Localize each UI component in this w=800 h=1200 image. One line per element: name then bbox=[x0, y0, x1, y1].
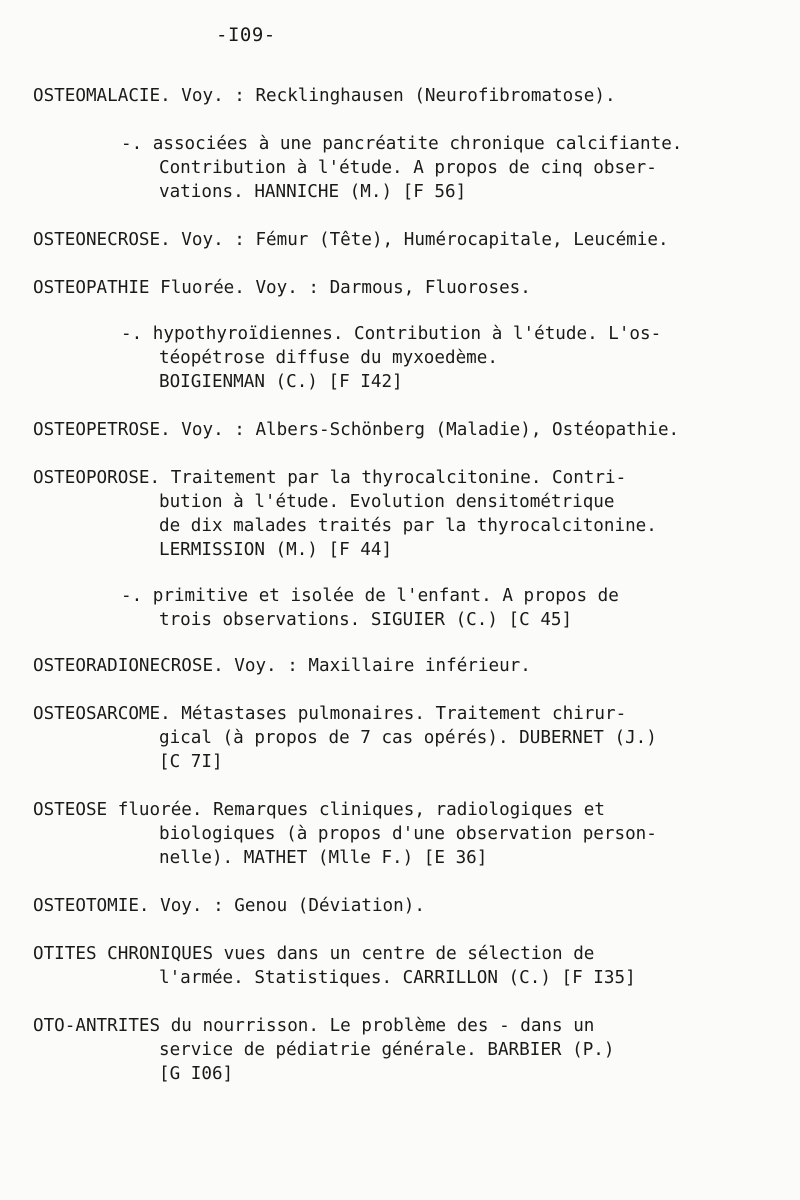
entry-line-continuation: BOIGIENMAN (C.) [F I42] bbox=[159, 372, 403, 392]
entry-line-first: OSTEOTOMIE. Voy. : Genou (Déviation). bbox=[33, 896, 425, 916]
entry-line-continuation: bution à l'étude. Evolution densitométrique bbox=[159, 492, 615, 512]
entry-line-continuation: gical (à propos de 7 cas opérés). DUBERNET (J.) bbox=[159, 728, 657, 748]
index-entry bbox=[33, 798, 793, 870]
entry-line-continuation: de dix malades traités par la thyrocalcitonine. bbox=[159, 516, 657, 536]
entry-line-continuation: vations. HANNICHE (M.) [F 56] bbox=[159, 182, 467, 202]
entry-line-first: -. hypothyroïdiennes. Contribution à l'étude. L'os- bbox=[121, 324, 662, 344]
index-subentry bbox=[33, 132, 793, 204]
entry-line-first: OSTEOSARCOME. Métastases pulmonaires. Traitement chirur- bbox=[33, 704, 627, 724]
entry-line-first: OSTEOMALACIE. Voy. : Recklinghausen (Neurofibromatose). bbox=[33, 86, 616, 106]
entry-line-continuation: service de pédiatrie générale. BARBIER (P.) bbox=[159, 1040, 615, 1060]
page-number: -I09- bbox=[216, 24, 276, 46]
index-subentry bbox=[33, 322, 793, 394]
index-entry bbox=[33, 942, 793, 990]
entry-line-first: OSTEOPETROSE. Voy. : Albers-Schönberg (Maladie), Ostéopathie. bbox=[33, 420, 680, 440]
entry-line-first: OSTEOPOROSE. Traitement par la thyrocalcitonine. Contri- bbox=[33, 468, 627, 488]
entry-line-continuation: nelle). MATHET (Mlle F.) [E 36] bbox=[159, 848, 488, 868]
index-entry bbox=[33, 276, 793, 300]
entry-line-first: OSTEORADIONECROSE. Voy. : Maxillaire inférieur. bbox=[33, 656, 531, 676]
entry-line-first: OSTEOPATHIE Fluorée. Voy. : Darmous, Fluoroses. bbox=[33, 278, 531, 298]
index-entry bbox=[33, 418, 793, 442]
entry-line-first: -. primitive et isolée de l'enfant. A propos de bbox=[121, 586, 619, 606]
entry-line-first: OSTEONECROSE. Voy. : Fémur (Tête), Humérocapitale, Leucémie. bbox=[33, 230, 669, 250]
index-entry bbox=[33, 702, 793, 774]
entry-line-continuation: trois observations. SIGUIER (C.) [C 45] bbox=[159, 610, 573, 630]
index-entries bbox=[33, 84, 793, 1086]
entry-line-continuation: [C 7I] bbox=[159, 752, 223, 772]
entry-line-continuation: [G I06] bbox=[159, 1064, 234, 1084]
index-entry bbox=[33, 84, 793, 108]
entry-line-first: -. associées à une pancréatite chronique calcifiante. bbox=[121, 134, 683, 154]
entry-line-continuation: Contribution à l'étude. A propos de cinq obser- bbox=[159, 158, 657, 178]
entry-line-first: OSTEOSE fluorée. Remarques cliniques, radiologiques et bbox=[33, 800, 605, 820]
index-entry bbox=[33, 466, 793, 562]
index-entry bbox=[33, 654, 793, 678]
index-entry bbox=[33, 894, 793, 918]
entry-line-first: OTO-ANTRITES du nourrisson. Le problème des - dans un bbox=[33, 1016, 595, 1036]
index-subentry bbox=[33, 584, 793, 632]
entry-line-continuation: téopétrose diffuse du myxoedème. bbox=[159, 348, 498, 368]
entry-line-continuation: LERMISSION (M.) [F 44] bbox=[159, 540, 393, 560]
entry-line-continuation: biologiques (à propos d'une observation person- bbox=[159, 824, 657, 844]
index-entry bbox=[33, 228, 793, 252]
entry-line-continuation: l'armée. Statistiques. CARRILLON (C.) [F I35] bbox=[159, 968, 636, 988]
entry-line-first: OTITES CHRONIQUES vues dans un centre de sélection de bbox=[33, 944, 595, 964]
index-entry bbox=[33, 1014, 793, 1086]
